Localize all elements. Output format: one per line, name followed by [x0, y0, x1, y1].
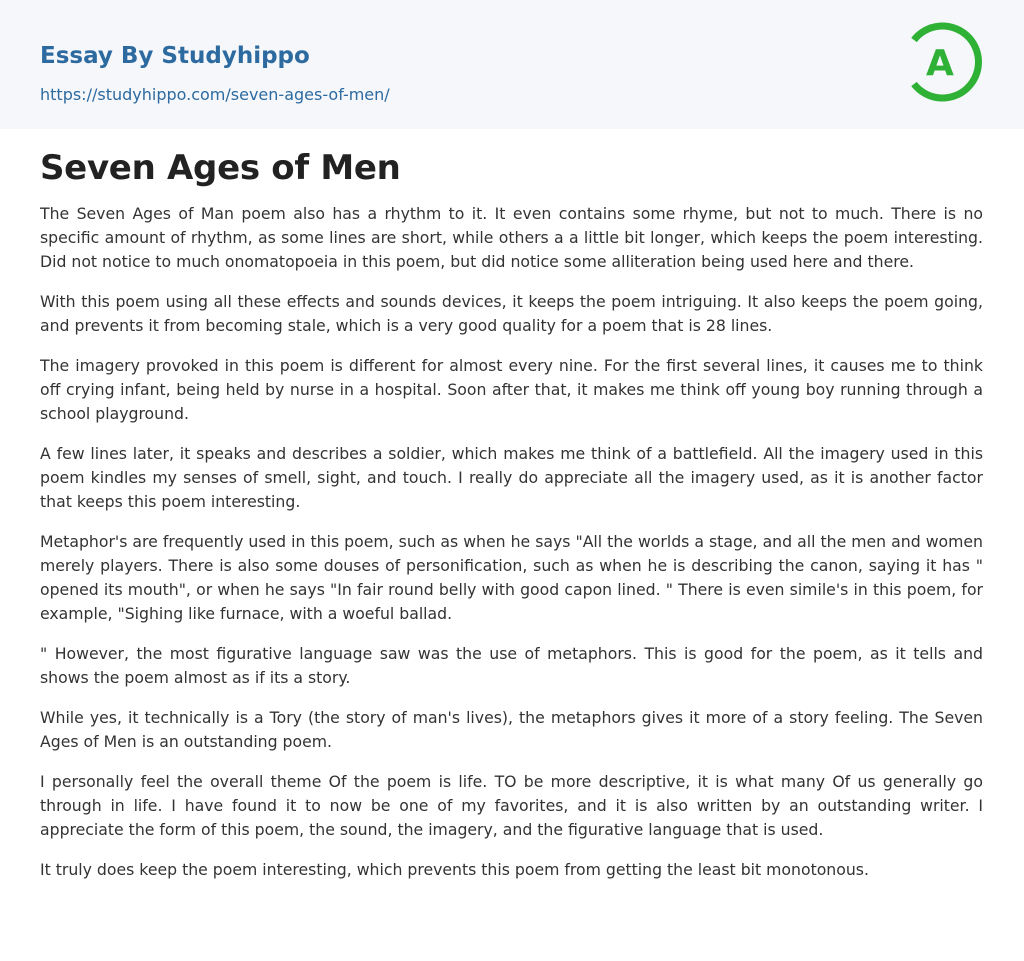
studyhippo-logo-icon[interactable] — [900, 20, 984, 104]
article-paragraph-8: I personally feel the overall theme Of the poem is life. TO be more descriptive, it is what many Of us generally go through in life. I have found it to now be one of my favorites, and it is also written by an outstanding writer. I appreciate the form of this poem, the sound, the imagery, and the figurative language that is used. — [40, 772, 983, 839]
article-body — [0, 129, 1024, 882]
article-paragraph-3: The imagery provoked in this poem is different for almost every nine. For the first several lines, it causes me to think off crying infant, being held by nurse in a hospital. Soon after that, it makes me think off young boy running through a school playground. — [40, 356, 983, 423]
page-header — [0, 0, 1024, 129]
article-paragraph-7: While yes, it technically is a Tory (the story of man's lives), the metaphors gives it more of a story feeling. The Seven Ages of Men is an outstanding poem. — [40, 708, 983, 751]
article-paragraph-5: Metaphor's are frequently used in this poem, such as when he says "All the worlds a stage, and all the men and women merely players. There is also some douses of personification, such as when he is describing the canon, saying it has " opened its mouth", or when he says "In fair round belly with good capon lined. " There is even simile's in this poem, for example, "Sighing like furnace, with a woeful ballad. — [40, 532, 983, 623]
logo-letter: A — [926, 43, 954, 84]
source-url-link[interactable]: https://studyhippo.com/seven-ages-of-men/ — [40, 85, 390, 104]
page-title: Seven Ages of Men — [40, 148, 401, 188]
article-paragraph-4: A few lines later, it speaks and describes a soldier, which makes me think of a battlefield. All the imagery used in this poem kindles my senses of smell, sight, and touch. I really do appreciate all the imagery used, as it is another factor that keeps this poem interesting. — [40, 444, 983, 511]
article-paragraph-6: " However, the most figurative language saw was the use of metaphors. This is good for the poem, as it tells and shows the poem almost as if its a story. — [40, 644, 983, 687]
article-paragraph-9: It truly does keep the poem interesting, which prevents this poem from getting the least bit monotonous. — [40, 860, 869, 879]
article-paragraph-1: The Seven Ages of Man poem also has a rhythm to it. It even contains some rhyme, but not to much. There is no specific amount of rhythm, as some lines are short, while others a a little bit longer, which keeps the poem interesting. Did not notice to much onomatopoeia in this poem, but did notice some alliteration being used here and there. — [40, 204, 983, 271]
article-paragraph-2: With this poem using all these effects and sounds devices, it keeps the poem intriguing. It also keeps the poem going, and prevents it from becoming stale, which is a very good quality for a poem that is 28 lines. — [40, 292, 983, 335]
brand-title: Essay By Studyhippo — [40, 43, 310, 69]
